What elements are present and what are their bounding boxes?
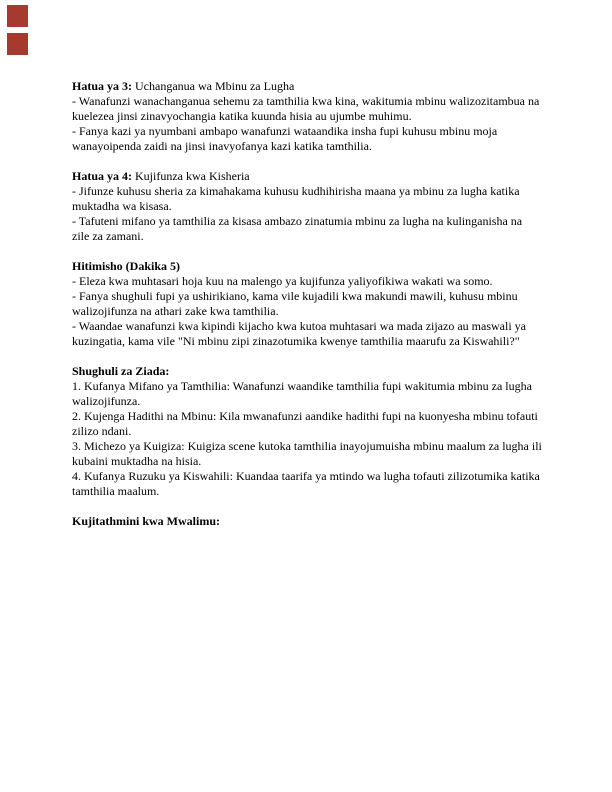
paragraph: - Fanya kazi ya nyumbani ambapo wanafunzi wataandika insha fupi kuhusu mbinu moja wanayoipenda zaidi na jinsi inavyofanya kazi katika tamthilia.	[72, 124, 498, 153]
red-square-marker-bottom	[7, 33, 28, 55]
section-heading-bold: Kujitathmini kwa Mwalimu:	[72, 514, 221, 528]
section-hatua-ya-3	[72, 79, 542, 154]
paragraph: 3. Michezo ya Kuigiza: Kuigiza scene kutoka tamthilia inayojumuisha mbinu maalum za lugha ili kubaini muktadha na hisia.	[72, 439, 542, 468]
section-hatua-ya-4	[72, 169, 542, 244]
paragraph: - Wanafunzi wanachanganua sehemu za tamthilia kwa kina, wakitumia mbinu walizozitambua na kuelezea jinsi zinavyochangia katika kuunda hisia au ujumbe muhimu.	[72, 94, 540, 123]
section-heading	[72, 364, 542, 379]
section-heading-bold: Hitimisho (Dakika 5)	[72, 259, 181, 273]
paragraph: - Jifunze kuhusu sheria za kimahakama kuhusu kudhihirisha maana ya mbinu za lugha katika muktadha wa kisasa.	[72, 184, 520, 213]
section-heading	[72, 79, 542, 94]
document-content	[72, 79, 542, 544]
section-heading-rest: Kujifunza kwa Kisheria	[132, 169, 250, 183]
section-heading	[72, 259, 542, 274]
section-heading	[72, 169, 542, 184]
paragraph: - Tafuteni mifano ya tamthilia za kisasa ambazo zinatumia mbinu za lugha na kulinganisha na zile za zamani.	[72, 214, 523, 243]
paragraph: - Fanya shughuli fupi ya ushirikiano, kama vile kujadili kwa makundi mawili, kuhusu mbinu walizojifunza na athari zake kwa tamthilia.	[72, 289, 518, 318]
paragraph: - Waandae wanafunzi kwa kipindi kijacho kwa kutoa muhtasari wa mada zijazo au maswali ya kuzingatia, kama vile "Ni mbinu zipi zinazotumika kwenye tamthilia maarufu za Kiswahili?"	[72, 319, 526, 348]
section-heading-bold: Hatua ya 3:	[72, 79, 132, 93]
section-kujitathmini-kwa-mwalimu	[72, 514, 542, 529]
section-heading	[72, 514, 542, 529]
paragraph: 4. Kufanya Ruzuku ya Kiswahili: Kuandaa taarifa ya mtindo wa lugha tofauti zilizotumika katika tamthilia maalum.	[72, 469, 540, 498]
section-shughuli-za-ziada	[72, 364, 542, 499]
section-heading-bold: Hatua ya 4:	[72, 169, 132, 183]
paragraph: 1. Kufanya Mifano ya Tamthilia: Wanafunzi waandike tamthilia fupi wakitumia mbinu za lugha walizojifunza.	[72, 379, 532, 408]
paragraph: - Eleza kwa muhtasari hoja kuu na malengo ya kujifunza yaliyofikiwa wakati wa somo.	[72, 274, 493, 288]
section-hitimisho	[72, 259, 542, 349]
section-heading-bold: Shughuli za Ziada:	[72, 364, 170, 378]
paragraph: 2. Kujenga Hadithi na Mbinu: Kila mwanafunzi aandike hadithi fupi na kuonyesha mbinu tofauti zilizo ndani.	[72, 409, 538, 438]
red-square-marker-top	[7, 5, 28, 27]
section-heading-rest: Uchanganua wa Mbinu za Lugha	[132, 79, 295, 93]
